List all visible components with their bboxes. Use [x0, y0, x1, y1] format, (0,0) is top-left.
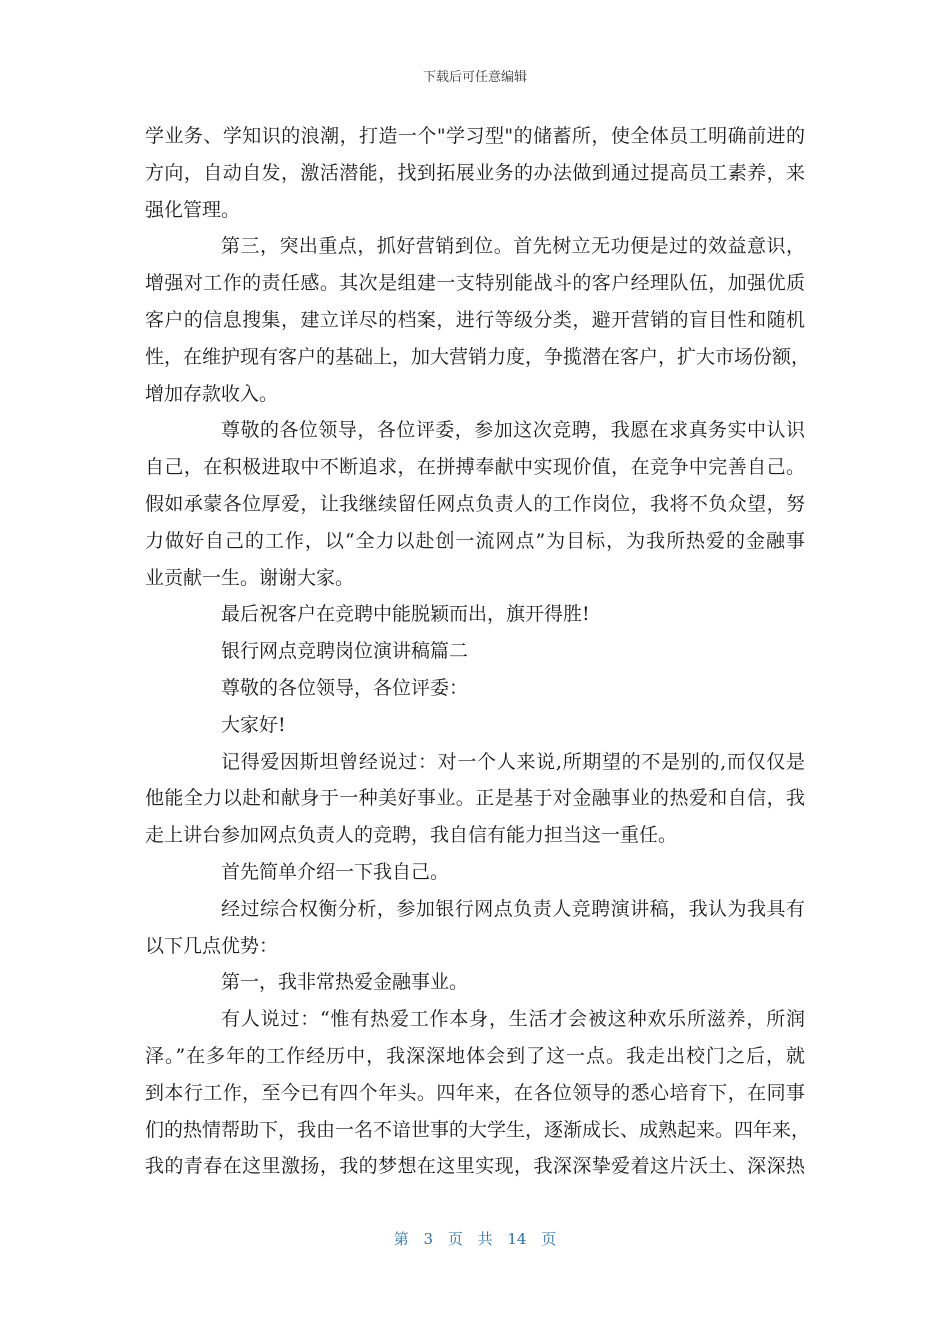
page-footer: 第 3 页 共 14 页 — [393, 1230, 557, 1248]
text-line: 第三，突出重点，抓好营销到位。首先树立无功便是过的效益意识， — [221, 235, 805, 258]
text-line: 客户的信息搜集，建立详尽的档案，进行等级分类，避开营销的盲目性和随机 — [145, 308, 805, 331]
text-line: 业贡献一生。谢谢大家。 — [145, 566, 355, 589]
text-line: 经过综合权衡分析，参加银行网点负责人竞聘演讲稿，我认为我具有 — [221, 897, 805, 920]
text-line: 尊敬的各位领导，各位评委，参加这次竞聘，我愿在求真务实中认识 — [221, 419, 805, 442]
text-line: 增加存款收入。 — [145, 382, 279, 405]
text-line: 们的热情帮助下，我由一名不谙世事的大学生，逐渐成长、成熟起来。四年来， — [145, 1118, 811, 1141]
text-line: 首先简单介绍一下我自己。 — [221, 860, 450, 883]
document-body — [145, 118, 811, 1185]
text-line: 到本行工作，至今已有四个年头。四年来，在各位领导的悉心培育下，在同事 — [145, 1081, 805, 1104]
text-line: 方向，自动自发，激活潜能，找到拓展业务的办法做到通过提高员工素养，来 — [145, 161, 805, 184]
text-line: 性，在维护现有客户的基础上，加大营销力度，争揽潜在客户，扩大市场份额， — [145, 345, 811, 368]
text-line: 以下几点优势： — [145, 934, 279, 957]
text-line: 最后祝客户在竞聘中能脱颖而出，旗开得胜! — [221, 603, 590, 626]
text-line: 有人说过：“惟有热爱工作本身，生活才会被这种欢乐所滋养，所润 — [221, 1008, 805, 1031]
text-line: 第一，我非常热爱金融事业。 — [221, 971, 469, 994]
text-line: 自己，在积极进取中不断追求，在拼搏奉献中实现价值，在竞争中完善自己。 — [145, 456, 805, 479]
page-header: 下载后可任意编辑 — [422, 70, 527, 85]
text-line: 记得爱因斯坦曾经说过：对一个人来说,所期望的不是别的,而仅仅是 — [221, 750, 805, 773]
text-line: 学业务、学知识的浪潮，打造一个"学习型"的储蓄所，使全体员工明确前进的 — [145, 125, 805, 147]
text-line: 我的青春在这里激扬，我的梦想在这里实现，我深深挚爱着这片沃土、深深热 — [145, 1155, 805, 1178]
text-line: 泽。”在多年的工作经历中，我深深地体会到了这一点。我走出校门之后，就 — [145, 1044, 805, 1067]
text-line: 走上讲台参加网点负责人的竞聘，我自信有能力担当这一重任。 — [145, 824, 678, 847]
text-line: 他能全力以赴和献身于一种美好事业。正是基于对金融事业的热爱和自信，我 — [145, 787, 805, 810]
text-line: 尊敬的各位领导，各位评委： — [221, 676, 469, 699]
text-line: 假如承蒙各位厚爱，让我继续留任网点负责人的工作岗位，我将不负众望，努 — [145, 492, 805, 515]
text-line: 力做好自己的工作，以“全力以赴创一流网点”为目标，为我所热爱的金融事 — [145, 529, 805, 552]
text-line: 大家好! — [221, 713, 286, 736]
text-line: 强化管理。 — [145, 198, 241, 221]
text-line: 增强对工作的责任感。其次是组建一支特别能战斗的客户经理队伍，加强优质 — [145, 272, 805, 295]
text-line: 银行网点竞聘岗位演讲稿篇二 — [221, 640, 469, 663]
